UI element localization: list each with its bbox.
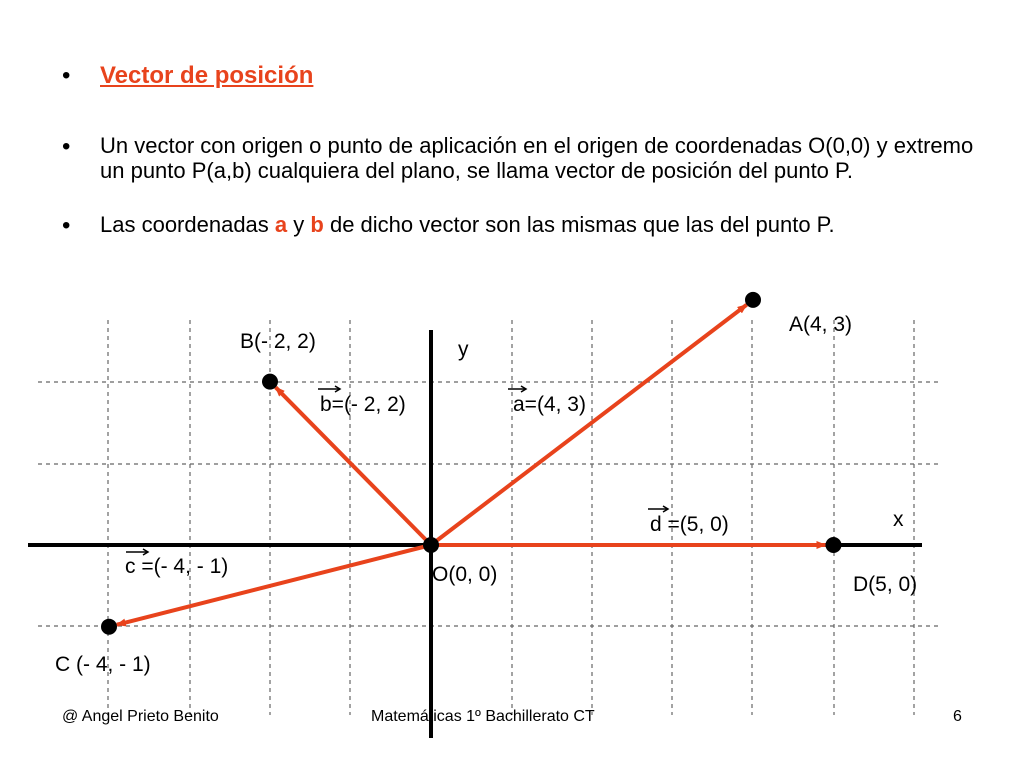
vector-a xyxy=(431,305,747,545)
para2-b: b xyxy=(310,212,324,237)
point-c xyxy=(101,619,117,635)
footer-course: Matemáticas 1º Bachillerato CT xyxy=(371,708,595,725)
vector-label-c: c =(- 4, - 1) xyxy=(125,555,229,578)
point-b xyxy=(262,374,278,390)
vector-label-a: a=(4, 3) xyxy=(513,393,586,416)
paragraph-definition: Un vector con origen o punto de aplicación en el origen de coordenadas O(0,0) y extremo un punto P(a,b) cualquiera del plano, se llama vector de posición del punto P. xyxy=(100,133,974,183)
point-label-b: B(- 2, 2) xyxy=(240,330,316,353)
bullet-title: • xyxy=(62,62,71,89)
bullet-para2: • xyxy=(62,212,71,239)
vector-label-d: d =(5, 0) xyxy=(650,513,729,536)
para2-a: a xyxy=(274,212,288,237)
point-label-d: D(5, 0) xyxy=(853,573,918,596)
slide-title: Vector de posición xyxy=(100,62,314,89)
bullet-para1: • xyxy=(62,133,71,160)
origin-label: O(0, 0) xyxy=(432,563,498,586)
point-origin xyxy=(423,537,439,553)
axis-x-label: x xyxy=(893,508,904,531)
point-label-c: C (- 4, - 1) xyxy=(55,653,151,676)
footer-page: 6 xyxy=(953,708,962,725)
axes xyxy=(28,330,922,738)
vector-label-b: b=(- 2, 2) xyxy=(320,393,406,416)
point-a xyxy=(745,292,761,308)
footer-author: @ Angel Prieto Benito xyxy=(62,708,219,725)
para2-mid: y xyxy=(287,212,311,237)
para2-pre: Las coordenadas xyxy=(100,212,275,237)
point-label-a: A(4, 3) xyxy=(789,313,853,336)
point-d xyxy=(826,537,842,553)
axis-y-label: y xyxy=(458,338,469,361)
para2-post: de dicho vector son las mismas que las del punto P. xyxy=(323,212,835,237)
grid xyxy=(38,320,938,715)
